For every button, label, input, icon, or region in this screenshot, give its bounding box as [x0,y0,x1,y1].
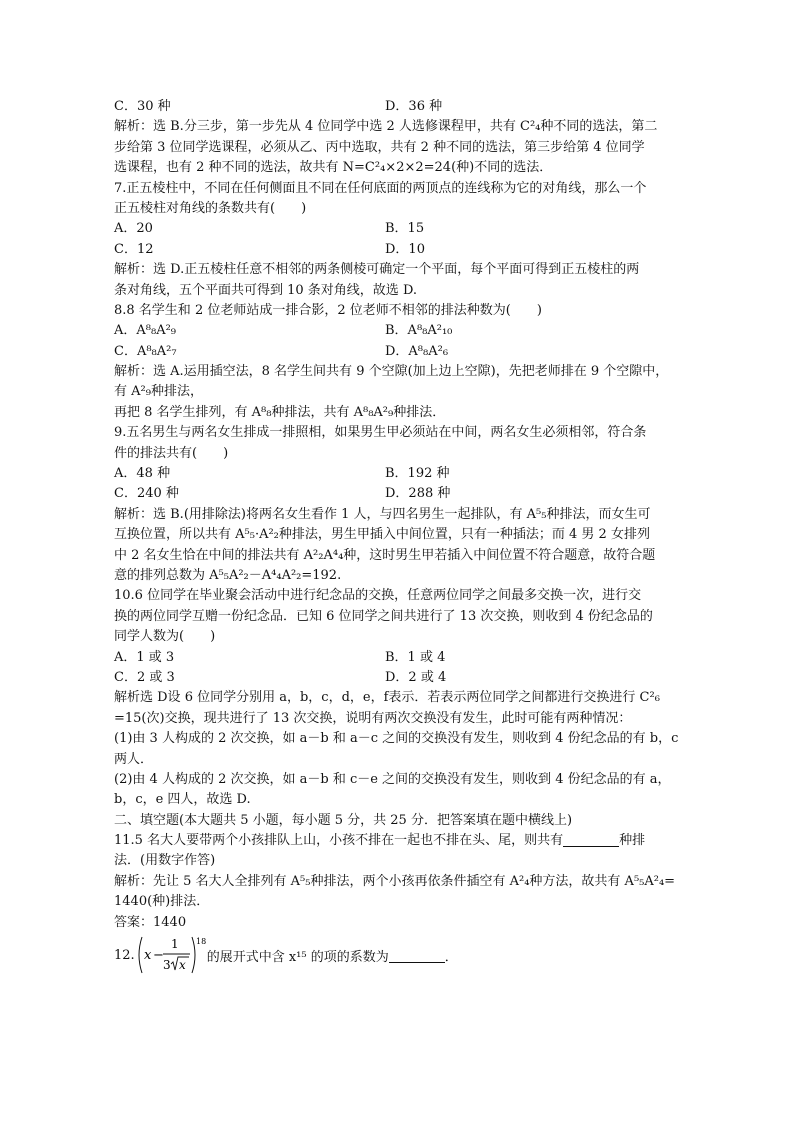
minus-sign: − [152,948,164,964]
answer-line: 答案：1440 [114,914,187,930]
question-end: ． [444,949,458,965]
solution-line: 步给第 3 位同学选课程，必须从乙、丙中选取，共有 2 种不同的选法，第三步给第 4 位同学 [114,139,645,155]
option-c: C．2 或 3 [114,669,175,685]
option-d: D．36 种 [385,99,443,114]
binomial-expression [135,933,207,977]
option-c: C．240 种 [114,486,179,502]
option-b: B．A⁸₈A²₁₀ [385,323,453,339]
option-b: B．15 [385,221,425,237]
question-line: 同学人数为( ) [114,629,216,645]
answer-blank [389,948,445,963]
solution-line: 有 A²₉种排法， [114,384,203,400]
solution-line: 解析：选 B.(用排除法)将两名女生看作 1 人，与四名男生一起排队，有 A⁵₅种排法，而女生可 [114,506,651,522]
solution-line: 解析选 D设 6 位同学分别用 a，b，c，d，e，f表示．若表示两位同学之间都进行交换进行 C²₆ [114,690,660,706]
question-11 [114,831,689,851]
document-page [114,97,689,977]
solution-line: 解析：先让 5 名大人全排列有 A⁵₅种排法，两个小孩再依条件插空有 A²₄种方法，故共有 A⁵₅A²₄= [114,873,676,889]
question-text: 的展开式中含 x¹⁵ 的项的系数为 [206,949,389,965]
solution-line: 解析：选 D.正五棱柱任意不相邻的两条侧棱可确定一个平面，每个平面可得到正五棱柱的两 [114,262,640,278]
question-10: 10.6 位同学在毕业聚会活动中进行纪念品的交换，任意两位同学之间最多交换一次，进行交 [114,588,642,604]
left-paren [139,937,142,973]
question-text: 11.5 名大人要带两个小孩排队上山，小孩不排在一起也不排在头、尾，则共有 [114,833,564,849]
solution-line: 1440(种)排法． [114,894,210,910]
option-d: D．288 种 [385,486,451,502]
q8-options-cd [114,342,689,362]
option-d: D．A⁸₈A²₆ [385,343,449,359]
option-c: C．30 种 [114,99,171,114]
q7-options-ab [114,219,689,239]
q7-options-cd [114,240,689,260]
q10-options-ab [114,648,689,668]
solution-line: 条对角线，五个平面共可得到 10 条对角线，故选 D. [114,282,418,298]
option-d: D．2 或 4 [385,669,447,685]
option-b: B．1 或 4 [385,649,446,665]
q8-options-ab [114,321,689,341]
solution-line: 意的排列总数为 A⁵₅A²₂－A⁴₄A²₂=192. [114,567,342,583]
question-12 [114,933,689,977]
solution-line: 再把 8 名学生排列，有 A⁸₈种排法，共有 A⁸₈A²₉种排法． [114,404,446,420]
question-text: 种排 [619,833,646,849]
q9-options-ab [114,464,689,484]
question-9: 9.五名男生与两名女生排成一排照相，如果男生甲必须站在中间，两名女生必须相邻，符合条 [114,425,647,441]
option-a: A．1 或 3 [114,649,175,665]
option-a: A．48 种 [114,466,171,482]
solution-line: 解析：选 B.分三步，第一步先从 4 位同学中选 2 人选修课程甲，共有 C²₄种不同的选法，第二 [114,119,658,135]
solution-line: 解析：选 A.运用插空法，8 名学生间共有 9 个空隙(加上边上空隙)，先把老师排在 9 个空隙中， [114,364,669,380]
solution-line: 两人． [114,751,154,767]
option-b: B．192 种 [385,466,450,482]
question-line: 件的排法共有( ) [114,445,229,461]
numerator: 1 [170,937,179,952]
q10-options-cd [114,668,689,688]
option-c: C．A⁸₈A²₇ [114,343,177,359]
question-7: 7.正五棱柱中，不同在任何侧面且不同在任何底面的两顶点的连线称为它的对角线，那么一个 [114,180,647,196]
solution-line: 选课程，也有 2 种不同的选法，故共有 N=C²₄×2×2=24(种)不同的选法． [114,160,553,176]
variable-x: x [143,948,152,964]
solution-line: 互换位置，所以共有 A⁵₅·A²₂种排法，男生甲插入中间位置，只有一种插法；而 4 男 2 女排列 [114,527,650,543]
q9-options-cd [114,484,689,504]
cube-coef: 3 [162,958,171,973]
solution-line: b，c，e 四人，故选 D. [114,792,251,808]
option-a: A．20 [114,221,153,237]
question-8: 8.8 名学生和 2 位老师站成一排合影，2 位老师不相邻的排法种数为( ) [114,302,542,318]
right-paren [192,937,195,973]
q6-options [114,97,689,117]
section-heading: 二、填空题(本大题共 5 小题，每小题 5 分，共 25 分．把答案填在题中横线上) [114,812,573,828]
option-d: D．10 [385,241,425,257]
question-line: 法．(用数字作答) [114,853,216,869]
option-a: A．A⁸₈A²₉ [114,323,177,339]
solution-line: (1)由 3 人构成的 2 次交换，如 a－b 和 a－c 之间的交换没有发生，则收到 4 份纪念品的有 b，c [114,731,679,747]
option-c: C．12 [114,241,154,257]
solution-line: 中 2 名女生恰在中间的排法共有 A²₂A⁴₄种，这时男生甲若插入中间位置不符合题意，故符合题 [114,547,656,563]
question-line: 换的两位同学互赠一份纪念品．已知 6 位同学之间共进行了 13 次交换，则收到 4 份纪念品的 [114,608,653,624]
exponent: 18 [195,937,206,947]
radicand-x: x [178,958,186,973]
solution-line: =15(次)交换，现共进行了 13 次交换，说明有两次交换没有发生，此时可能有两种情况： [114,710,632,726]
solution-line: (2)由 4 人构成的 2 次交换，如 a－b 和 c－e 之间的交换没有发生，则收到 4 份纪念品的有 a， [114,771,671,787]
question-line: 正五棱柱对角线的条数共有( ) [114,200,307,216]
question-number: 12. [114,947,135,963]
answer-blank [563,832,619,847]
